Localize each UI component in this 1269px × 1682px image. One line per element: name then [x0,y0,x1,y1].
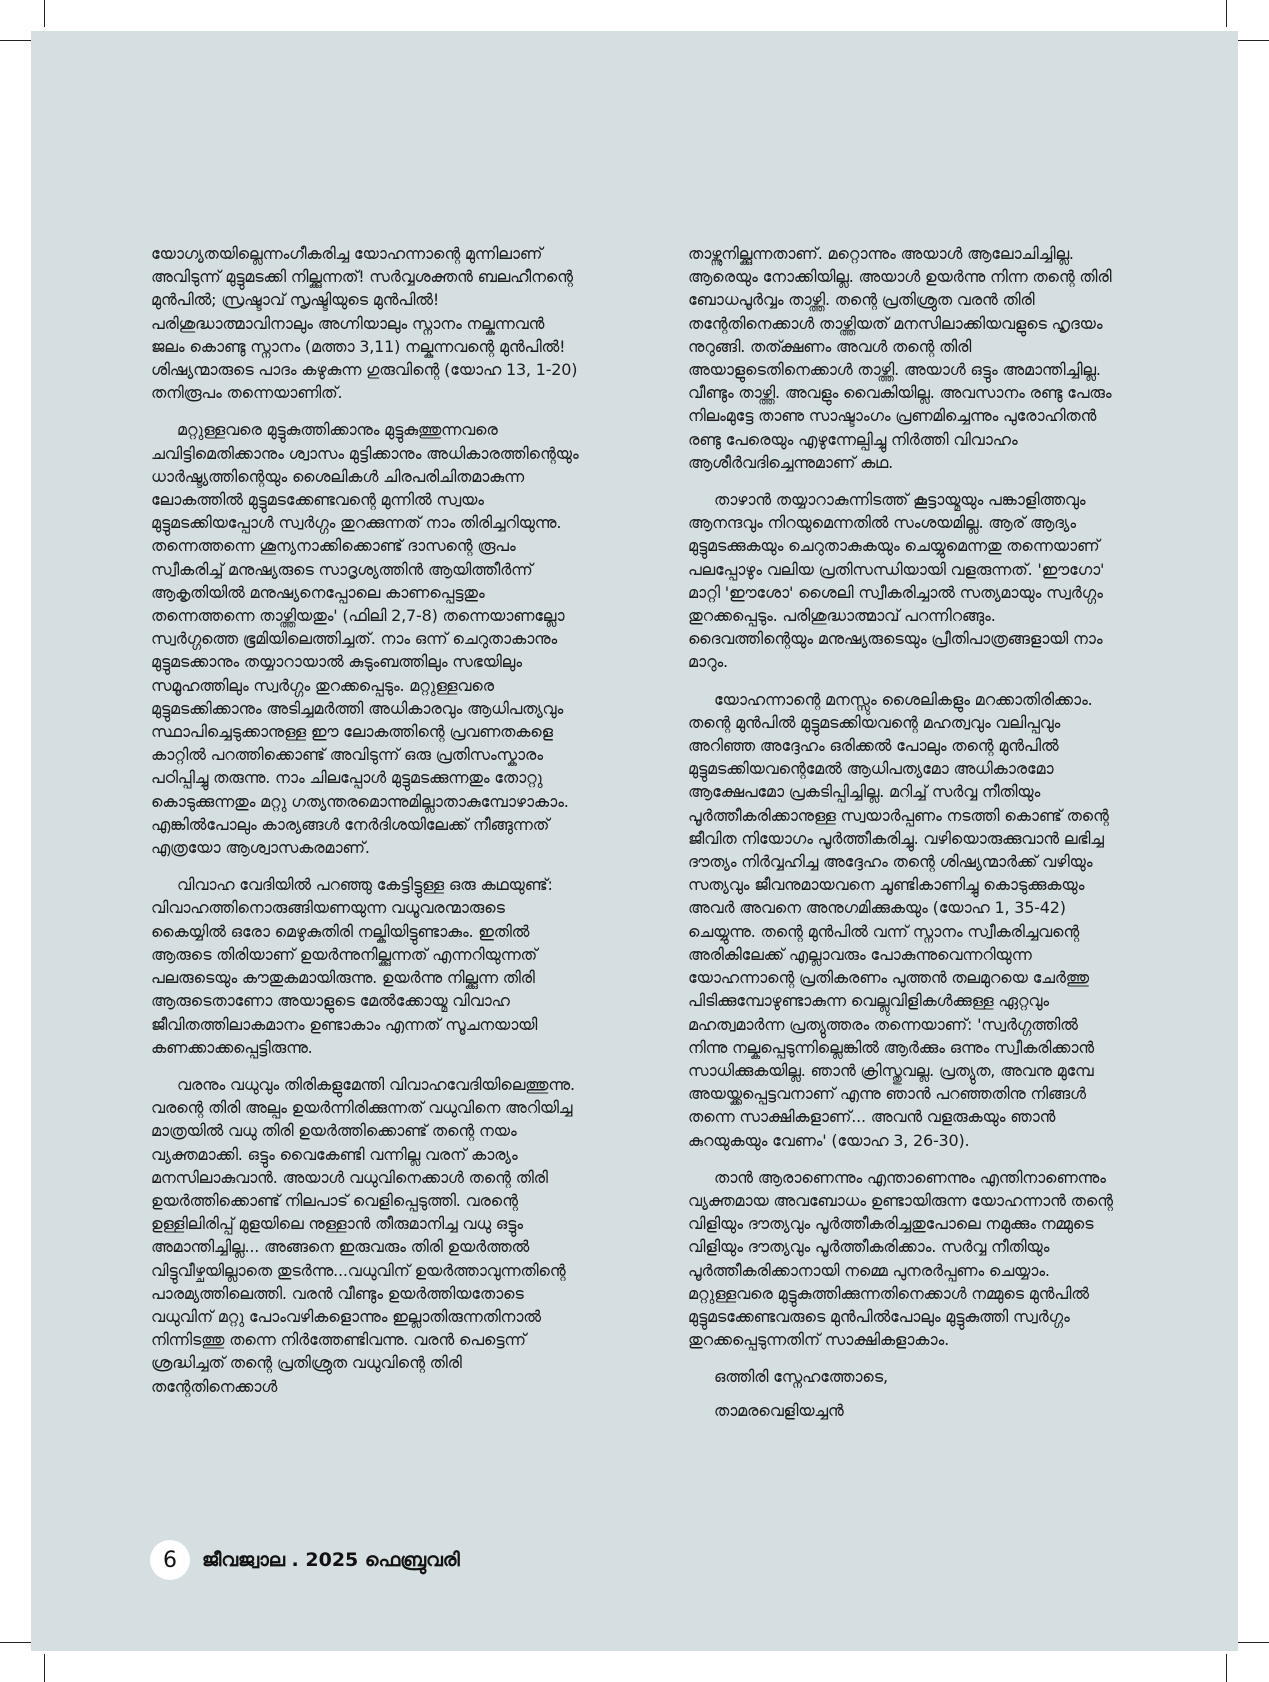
paragraph: താഴാൻ തയ്യാറാകുന്നിടത്ത് കൂട്ടായ്മയും പങ്കാളിത്തവും ആനന്ദവും നിറയുമെന്നതിൽ സംശയമില്ല. ആര് ആദ്യം മുട്ടുമടക്കുകയും ചെറുതാകുകയും ചെയ്യുമെന്നതു തന്നെയാണ് പലപ്പോഴും വലിയ പ്രതിസന്ധിയായി വളരുന്നത്. 'ഈഗോ' മാറ്റി 'ഈശോ' ശൈലി സ്വീകരിച്ചാൽ സത്യമായും സ്വർഗ്ഗം തുറക്കപ്പെടും. പരിശുദ്ധാത്മാവ് പറന്നിറങ്ങും. ദൈവത്തിന്റെയും മനുഷ്യരുടെയും പ്രീതിപാത്രങ്ങളായി നാം മാറും. [688,490,1105,672]
right-column [688,242,1118,1432]
closing-line: ഒത്തിരി സ്നേഹത്തോടെ, [714,1367,888,1387]
crop-mark [44,0,45,27]
crop-mark [0,40,33,41]
crop-mark [1226,0,1227,27]
crop-mark [1236,1642,1269,1643]
crop-mark [1236,40,1269,41]
left-column [151,242,581,1412]
crop-mark [0,1642,33,1643]
page-number: 6 [150,1540,190,1580]
paragraph: വിവാഹ വേദിയിൽ പറഞ്ഞു കേട്ടിട്ടുള്ള ഒരു കഥയുണ്ട്: വിവാഹത്തിനൊരുങ്ങിയണയുന്ന വധൂവരന്മാരുടെ കൈയ്യിൽ ഒരോ മെഴുകുതിരി നല്കിയിട്ടുണ്ടാകും. ഇതിൽ ആരുടെ തിരിയാണ് ഉയർന്നുനില്ക്കുന്നത് എന്നറിയുന്നത് പലരുടെയും കൗതുകമായിരുന്നു. ഉയർന്നു നില്ക്കുന്ന തിരി ആരുടെതാണോ അയാളുടെ മേൽക്കോയ്മ വിവാഹ ജീവിതത്തിലാകമാനം ഉണ്ടാകാം എന്നത് സൂചനയായി കണക്കാക്കപ്പെട്ടിരുന്നു. [151,875,553,1057]
paragraph: യോഗ്യതയില്ലെന്നംഗീകരിച്ച യോഹന്നാന്റെ മുന്നിലാണ് അവിടുന്ന് മുട്ടുമടക്കി നില്ക്കുന്നത്! സർവ്വശക്തൻ ബലഹീനന്റെ മുൻപിൽ; സ്രഷ്ടാവ് സൃഷ്ടിയുടെ മുൻപിൽ! പരിശുദ്ധാത്മാവിനാലും അഗ്നിയാലും സ്നാനം നല്കുന്നവൻ ജലം കൊണ്ടു സ്നാനം (മത്താ 3,11) നല്കുന്നവന്റെ മുൻപിൽ! ശിഷ്യന്മാരുടെ പാദം കഴുകുന്ന ഗുരുവിന്റെ (യോഹ 13, 1-20) തനിരൂപം തന്നെയാണിത്. [151,244,578,403]
paragraph: മറ്റുള്ളവരെ മുട്ടുകുത്തിക്കാനും മുട്ടുകുത്തുന്നവരെ ചവിട്ടിമെതിക്കാനും ശ്വാസം മുട്ടിക്കാനും അധികാരത്തിന്റെയും ധാർഷ്ട്യത്തിന്റെയും ശൈലികൾ ചിരപരിചിതമാകുന്ന ലോകത്തിൽ മുട്ടുമടക്കേണ്ടവന്റെ മുന്നിൽ സ്വയം മുട്ടുമടക്കിയപ്പോൾ സ്വർഗ്ഗം തുറക്കുന്നത് നാം തിരിച്ചറിയുന്നു. തന്നെത്തന്നെ ശൂന്യനാക്കിക്കൊണ്ട് ദാസന്റെ രൂപം സ്വീകരിച്ച് മനുഷ്യരുടെ സാദൃശ്യത്തിൻ ആയിത്തീർന്ന് ആകൃതിയിൽ മനുഷ്യനെപ്പോലെ കാണപ്പെട്ടതും തന്നെത്തന്നെ താഴ്ത്തിയതും' (ഫിലി 2,7-8) തന്നെയാണല്ലോ സ്വർഗ്ഗത്തെ ഭൂമിയിലെത്തിച്ചത്. നാം ഒന്ന് ചെറുതാകാനും മുട്ടുമടക്കാനും തയ്യാറായാൽ കുടുംബത്തിലും സഭയിലും സമൂഹത്തിലും സ്വർഗ്ഗം തുറക്കപ്പെടും. മറ്റുള്ളവരെ മുട്ടുമടക്കിക്കാനും അടിച്ചമർത്തി അധികാരവും ആധിപത്യവും സ്ഥാപിച്ചെടുക്കാനുള്ള ഈ ലോകത്തിന്റെ പ്രവണതകളെ കാറ്റിൽ പറത്തിക്കൊണ്ട് അവിടുന്ന് ഒരു പ്രതിസംസ്കാരം പഠിപ്പിച്ചു തരുന്നു. നാം ചിലപ്പോൾ മുട്ടുമടക്കുന്നതും തോറ്റു കൊടുക്കുന്നതും മറ്റു ഗത്യന്തരമൊന്നുമില്ലാതാകുമ്പോഴാകാം. എങ്കിൽപോലും കാര്യങ്ങൾ നേർദിശയിലേക്ക് നീങ്ങുന്നത് എത്രയോ ആശ്വാസകരമാണ്. [151,420,579,858]
crop-mark [1226,1654,1227,1682]
paragraph: താൻ ആരാണെന്നും എന്താണെന്നും എന്തിനാണെന്നും വ്യക്തമായ അവബോധം ഉണ്ടായിരുന്ന യോഹന്നാൻ തന്റെ വിളിയും ദൗത്യവും പൂർത്തീകരിച്ചതുപോലെ നമുക്കും നമ്മുടെ വിളിയും ദൗത്യവും പൂർത്തീകരിക്കാം. സർവ്വ നീതിയും പൂർത്തീകരിക്കാനായി നമ്മെ പുനരർപ്പണം ചെയ്യാം. മറ്റുള്ളവരെ മുട്ടുകുത്തിക്കുന്നതിനെക്കാൾ നമ്മുടെ മുൻപിൽ മുട്ടുമടക്കേണ്ടവരുടെ മുൻപിൽപോലും മുട്ടുകുത്തി സ്വർഗ്ഗം തുറക്കപ്പെടുന്നതിന് സാക്ഷികളാകാം. [688,1167,1113,1350]
paragraph: യോഹന്നാന്റെ മനസ്സും ശൈലികളും മറക്കാതിരിക്കാം. തന്റെ മുൻപിൽ മുട്ടുമടക്കിയവന്റെ മഹത്വവും വലിപ്പവും അറിഞ്ഞ അദ്ദേഹം ഒരിക്കൽ പോലും തന്റെ മുൻപിൽ മുട്ടുമടക്കിയവന്റെമേൽ ആധിപത്യമോ അധികാരമോ ആക്ഷേപമോ പ്രകടിപ്പിച്ചില്ല. മറിച്ച് സർവ്വ നീതിയും പൂർത്തീകരിക്കാനുള്ള സ്വയാർപ്പണം നടത്തി കൊണ്ട് തന്റെ ജീവിത നിയോഗം പൂർത്തീകരിച്ചു. വഴിയൊരുക്കുവാൻ ലഭിച്ച ദൗത്യം നിർവ്വഹിച്ച അദ്ദേഹം തന്റെ ശിഷ്യന്മാർക്ക് വഴിയും സത്യവും ജീവനുമായവനെ ചൂണ്ടികാണിച്ചു കൊടുക്കുകയും അവർ അവനെ അനുഗമിക്കുകയും (യോഹ 1, 35-42) ചെയ്യുന്നു. തന്റെ മുൻപിൽ വന്ന് സ്നാനം സ്വീകരിച്ചവന്റെ അരികിലേക്ക് എല്ലാവരും പോകുന്നുവെന്നറിയുന്ന യോഹന്നാന്റെ പ്രതികരണം പുത്തൻ തലമുറയെ ചേർത്തു പിടിക്കുമ്പോഴുണ്ടാകുന്ന വെല്ലുവിളികൾക്കുള്ള ഏറ്റവും മഹത്വമാർന്ന പ്രത്യുത്തരം തന്നെയാണ്: 'സ്വർഗ്ഗത്തിൽ നിന്നു നല്കപ്പെടുന്നില്ലെങ്കിൽ ആർക്കും ഒന്നും സ്വീകരിക്കാൻ സാധിക്കുകയില്ല. ഞാൻ ക്രിസ്തുവല്ല. പ്രത്യുത, അവനു മുമ്പേ അയയ്ക്കപ്പെട്ടവനാണ് എന്നു ഞാൻ പറഞ്ഞതിനു നിങ്ങൾ തന്നെ സാക്ഷികളാണ്... അവൻ വളരുകയും ഞാൻ കുറയുകയും വേണം' (യോഹ 3, 26-30). [688,689,1109,1150]
signature: താമരവെളിയച്ചൻ [714,1400,844,1420]
paragraph: വരനും വധുവും തിരികളുമേന്തി വിവാഹവേദിയിലെത്തുന്നു. വരന്റെ തിരി അല്പം ഉയർന്നിരിക്കുന്നത് വധുവിനെ അറിയിച്ച മാത്രയിൽ വധു തിരി ഉയർത്തിക്കൊണ്ട് തന്റെ നയം വ്യക്തമാക്കി. ഒട്ടും വൈകേണ്ടി വന്നില്ല വരന് കാര്യം മനസിലാകുവാൻ. അയാൾ വധുവിനെക്കാൾ തന്റെ തിരി ഉയർത്തിക്കൊണ്ട് നിലപാട് വെളിപ്പെടുത്തി. വരന്റെ ഉള്ളിലിരിപ്പ് മുളയിലെ നുള്ളാൻ തീരുമാനിച്ച വധു ഒട്ടും അമാന്തിച്ചില്ല... അങ്ങനെ ഇരുവരും തിരി ഉയർത്തൽ വിട്ടുവീഴ്ചയില്ലാതെ തുടർന്നു...വധുവിന് ഉയർത്താവുന്നതിന്റെ പാരമ്യത്തിലെത്തി. വരൻ വീണ്ടും ഉയർത്തിയതോടെ വധുവിന് മറ്റു പോംവഴികളൊന്നും ഇല്ലാതിരുന്നതിനാൽ നിന്നിടത്തു തന്നെ നിർത്തേണ്ടിവന്നു. വരൻ പെട്ടെന്ന് ശ്രദ്ധിച്ചത് തന്റെ പ്രതിശ്രുത വധുവിന്റെ തിരി തന്റേതിനെക്കാൾ [151,1074,575,1396]
paragraph: താഴ്ന്നുനില്ക്കുന്നതാണ്. മറ്റൊന്നും അയാൾ ആലോചിച്ചില്ല. ആരെയും നോക്കിയില്ല. അയാൾ ഉയർന്നു നിന്ന തന്റെ തിരി ബോധപൂർവ്വം താഴ്ത്തി. തന്റെ പ്രതിശ്രുത വരൻ തിരി തന്റേതിനെക്കാൾ താഴ്ത്തിയത് മനസിലാക്കിയവളുടെ ഹൃദയം നുറുങ്ങി. തത്ക്ഷണം അവൾ തന്റെ തിരി അയാളുടെതിനെക്കാൾ താഴ്ത്തി. അയാൾ ഒട്ടും അമാന്തിച്ചില്ല. വീണ്ടും താഴ്ത്തി. അവളും വൈകിയില്ല. അവസാനം രണ്ടു പേരും നിലംമുട്ടേ താണു സാഷ്ടാംഗം പ്രണമിച്ചെന്നും പുരോഹിതൻ രണ്ടു പേരെയും എഴുന്നേല്പിച്ചു നിർത്തി വിവാഹം ആശീർവദിച്ചെന്നുമാണ് കഥ. [688,244,1112,472]
crop-mark [44,1654,45,1682]
publication-info: ജീവജ്വാല . 2025 ഫെബ്രുവരി [202,1549,460,1571]
page-footer [150,1540,460,1580]
